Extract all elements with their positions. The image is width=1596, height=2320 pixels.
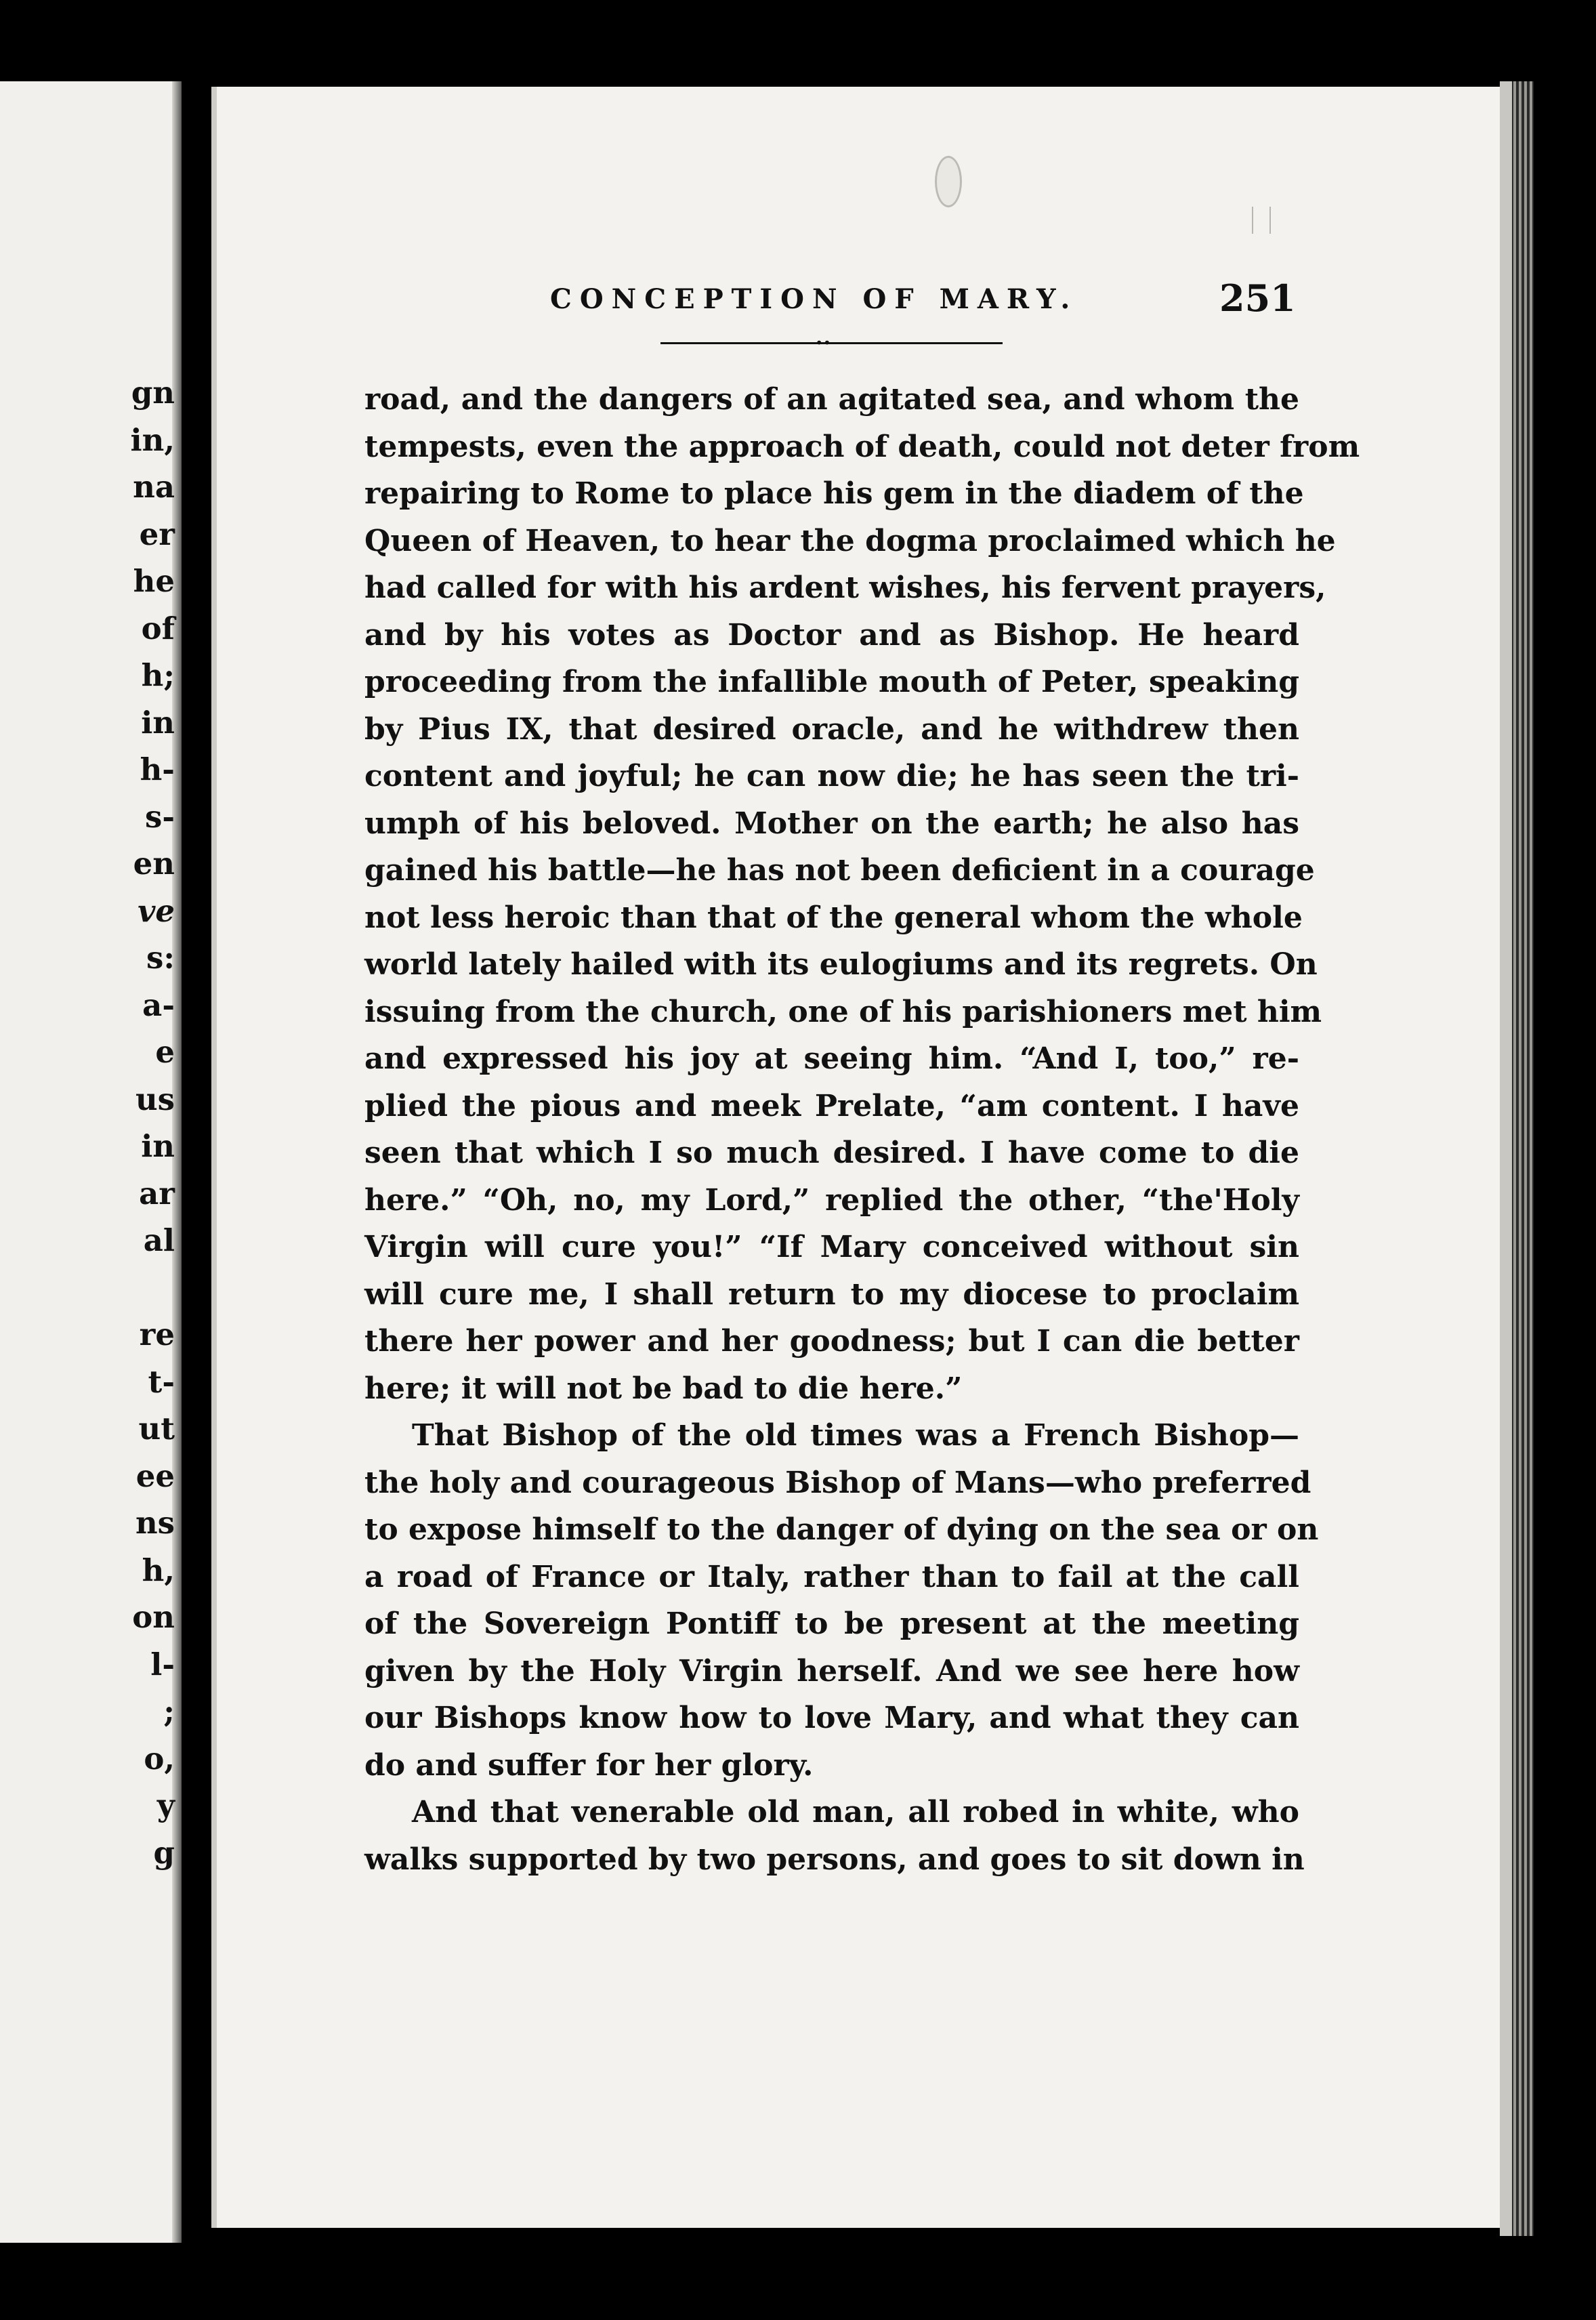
line-fragment: of xyxy=(141,610,175,646)
text-line: umph of his beloved. Mother on the earth; he also has xyxy=(364,806,1299,841)
line-fragment: ut xyxy=(138,1411,175,1447)
text-line: to expose himself to the danger of dying on the sea or on xyxy=(364,1512,1319,1547)
text-line: And that venerable old man, all robed in white, who xyxy=(412,1795,1299,1829)
text-line: road, and the dangers of an agitated sea, and whom the xyxy=(364,382,1299,417)
text-line: here; it will not be bad to die here.” xyxy=(364,1371,963,1406)
line-fragment: h, xyxy=(142,1552,175,1588)
previous-page-text-fragments xyxy=(0,369,177,1876)
text-line: and by his votes as Doctor and as Bishop. He heard xyxy=(364,617,1299,652)
text-line: the holy and courageous Bishop of Mans—who preferred xyxy=(364,1465,1311,1500)
line-fragment: in xyxy=(141,704,175,741)
line-fragment: h; xyxy=(141,657,175,693)
text-line: our Bishops know how to love Mary, and what they can xyxy=(364,1701,1299,1735)
header-ornament: •• xyxy=(815,335,831,351)
text-line: do and suffer for her glory. xyxy=(364,1747,814,1783)
line-fragment: ar xyxy=(139,1175,175,1211)
line-fragment: g xyxy=(153,1834,175,1871)
text-line: will cure me, I shall return to my diocese to proclaim xyxy=(364,1277,1299,1312)
text-line: had called for with his ardent wishes, his fervent prayers, xyxy=(364,571,1326,605)
text-line: Virgin will cure you!” “If Mary conceived without sin xyxy=(364,1230,1299,1264)
line-fragment: s- xyxy=(144,798,175,835)
line-fragment: in xyxy=(141,1128,175,1164)
line-fragment: ve xyxy=(138,892,175,929)
line-fragment: us xyxy=(135,1081,175,1117)
text-line: there her power and her goodness; but I can die better xyxy=(364,1324,1299,1359)
paper-scuff-mark xyxy=(935,156,962,207)
line-fragment: re xyxy=(139,1317,175,1352)
running-head xyxy=(0,276,1596,324)
pencil-tick-marks xyxy=(1252,207,1271,234)
line-fragment: on xyxy=(132,1599,175,1635)
text-line: of the Sovereign Pontiff to be present at the meeting xyxy=(364,1607,1299,1641)
text-line: repairing to Rome to place his gem in the diadem of the xyxy=(364,476,1304,511)
line-fragment: na xyxy=(133,469,175,505)
paragraph xyxy=(364,376,1360,1412)
text-line: plied the pious and meek Prelate, “am content. I have xyxy=(364,1088,1299,1123)
line-fragment: a- xyxy=(142,987,175,1023)
line-fragment: o, xyxy=(144,1740,175,1777)
text-line: a road of France or Italy, rather than to fail at the call xyxy=(364,1559,1299,1594)
running-head-title: CONCEPTION OF MARY. xyxy=(550,283,1078,315)
line-fragment: he xyxy=(133,563,175,599)
line-fragment: s: xyxy=(146,940,175,976)
text-line: and expressed his joy at seeing him. “And I, too,” re- xyxy=(364,1041,1299,1076)
text-line: by Pius IX, that desired oracle, and he withdrew then xyxy=(364,711,1299,747)
page-inner-edge xyxy=(211,87,217,2228)
previous-page-sliver xyxy=(0,81,182,2243)
text-line: not less heroic than that of the general whom the whole xyxy=(364,900,1303,935)
paragraph xyxy=(364,1789,1305,1883)
text-line: given by the Holy Virgin herself. And we see here how xyxy=(364,1653,1299,1689)
line-fragment: t- xyxy=(148,1363,175,1400)
line-fragment: h- xyxy=(140,751,175,787)
line-fragment: en xyxy=(133,846,175,882)
page-number: 251 xyxy=(1219,276,1296,320)
paragraph xyxy=(364,1412,1319,1789)
text-line: world lately hailed with its eulogiums and its regrets. On xyxy=(364,947,1318,982)
text-line: issuing from the church, one of his parishioners met him xyxy=(364,994,1322,1029)
body-text xyxy=(364,376,1360,1883)
page-edge-highlight xyxy=(1500,81,1512,2236)
line-fragment: ee xyxy=(135,1457,175,1494)
text-line: tempests, even the approach of death, could not deter from xyxy=(364,429,1360,464)
page-edge-stack xyxy=(1500,81,1534,2236)
line-fragment: gn xyxy=(131,375,175,411)
text-line: content and joyful; he can now die; he has seen the tri- xyxy=(364,759,1299,793)
line-fragment: e xyxy=(155,1034,175,1070)
line-fragment xyxy=(0,1264,177,1312)
text-line: Queen of Heaven, to hear the dogma proclaimed which he xyxy=(364,523,1336,558)
text-line: here.” “Oh, no, my Lord,” replied the other, “the'Holy xyxy=(364,1182,1299,1218)
line-fragment: y xyxy=(156,1787,175,1823)
text-line: That Bishop of the old times was a French Bishop— xyxy=(412,1418,1299,1453)
line-fragment: ; xyxy=(163,1693,175,1729)
line-fragment: al xyxy=(143,1222,175,1258)
text-line: walks supported by two persons, and goes to sit down in xyxy=(364,1842,1305,1877)
line-fragment: l- xyxy=(150,1646,175,1682)
text-line: gained his battle—he has not been deficient in a courage xyxy=(364,853,1315,888)
line-fragment: er xyxy=(139,516,175,552)
line-fragment: in, xyxy=(130,421,175,458)
text-line: seen that which I so much desired. I have come to die xyxy=(364,1136,1299,1170)
line-fragment: ns xyxy=(135,1505,175,1541)
text-line: proceeding from the infallible mouth of Peter, speaking xyxy=(364,665,1299,699)
